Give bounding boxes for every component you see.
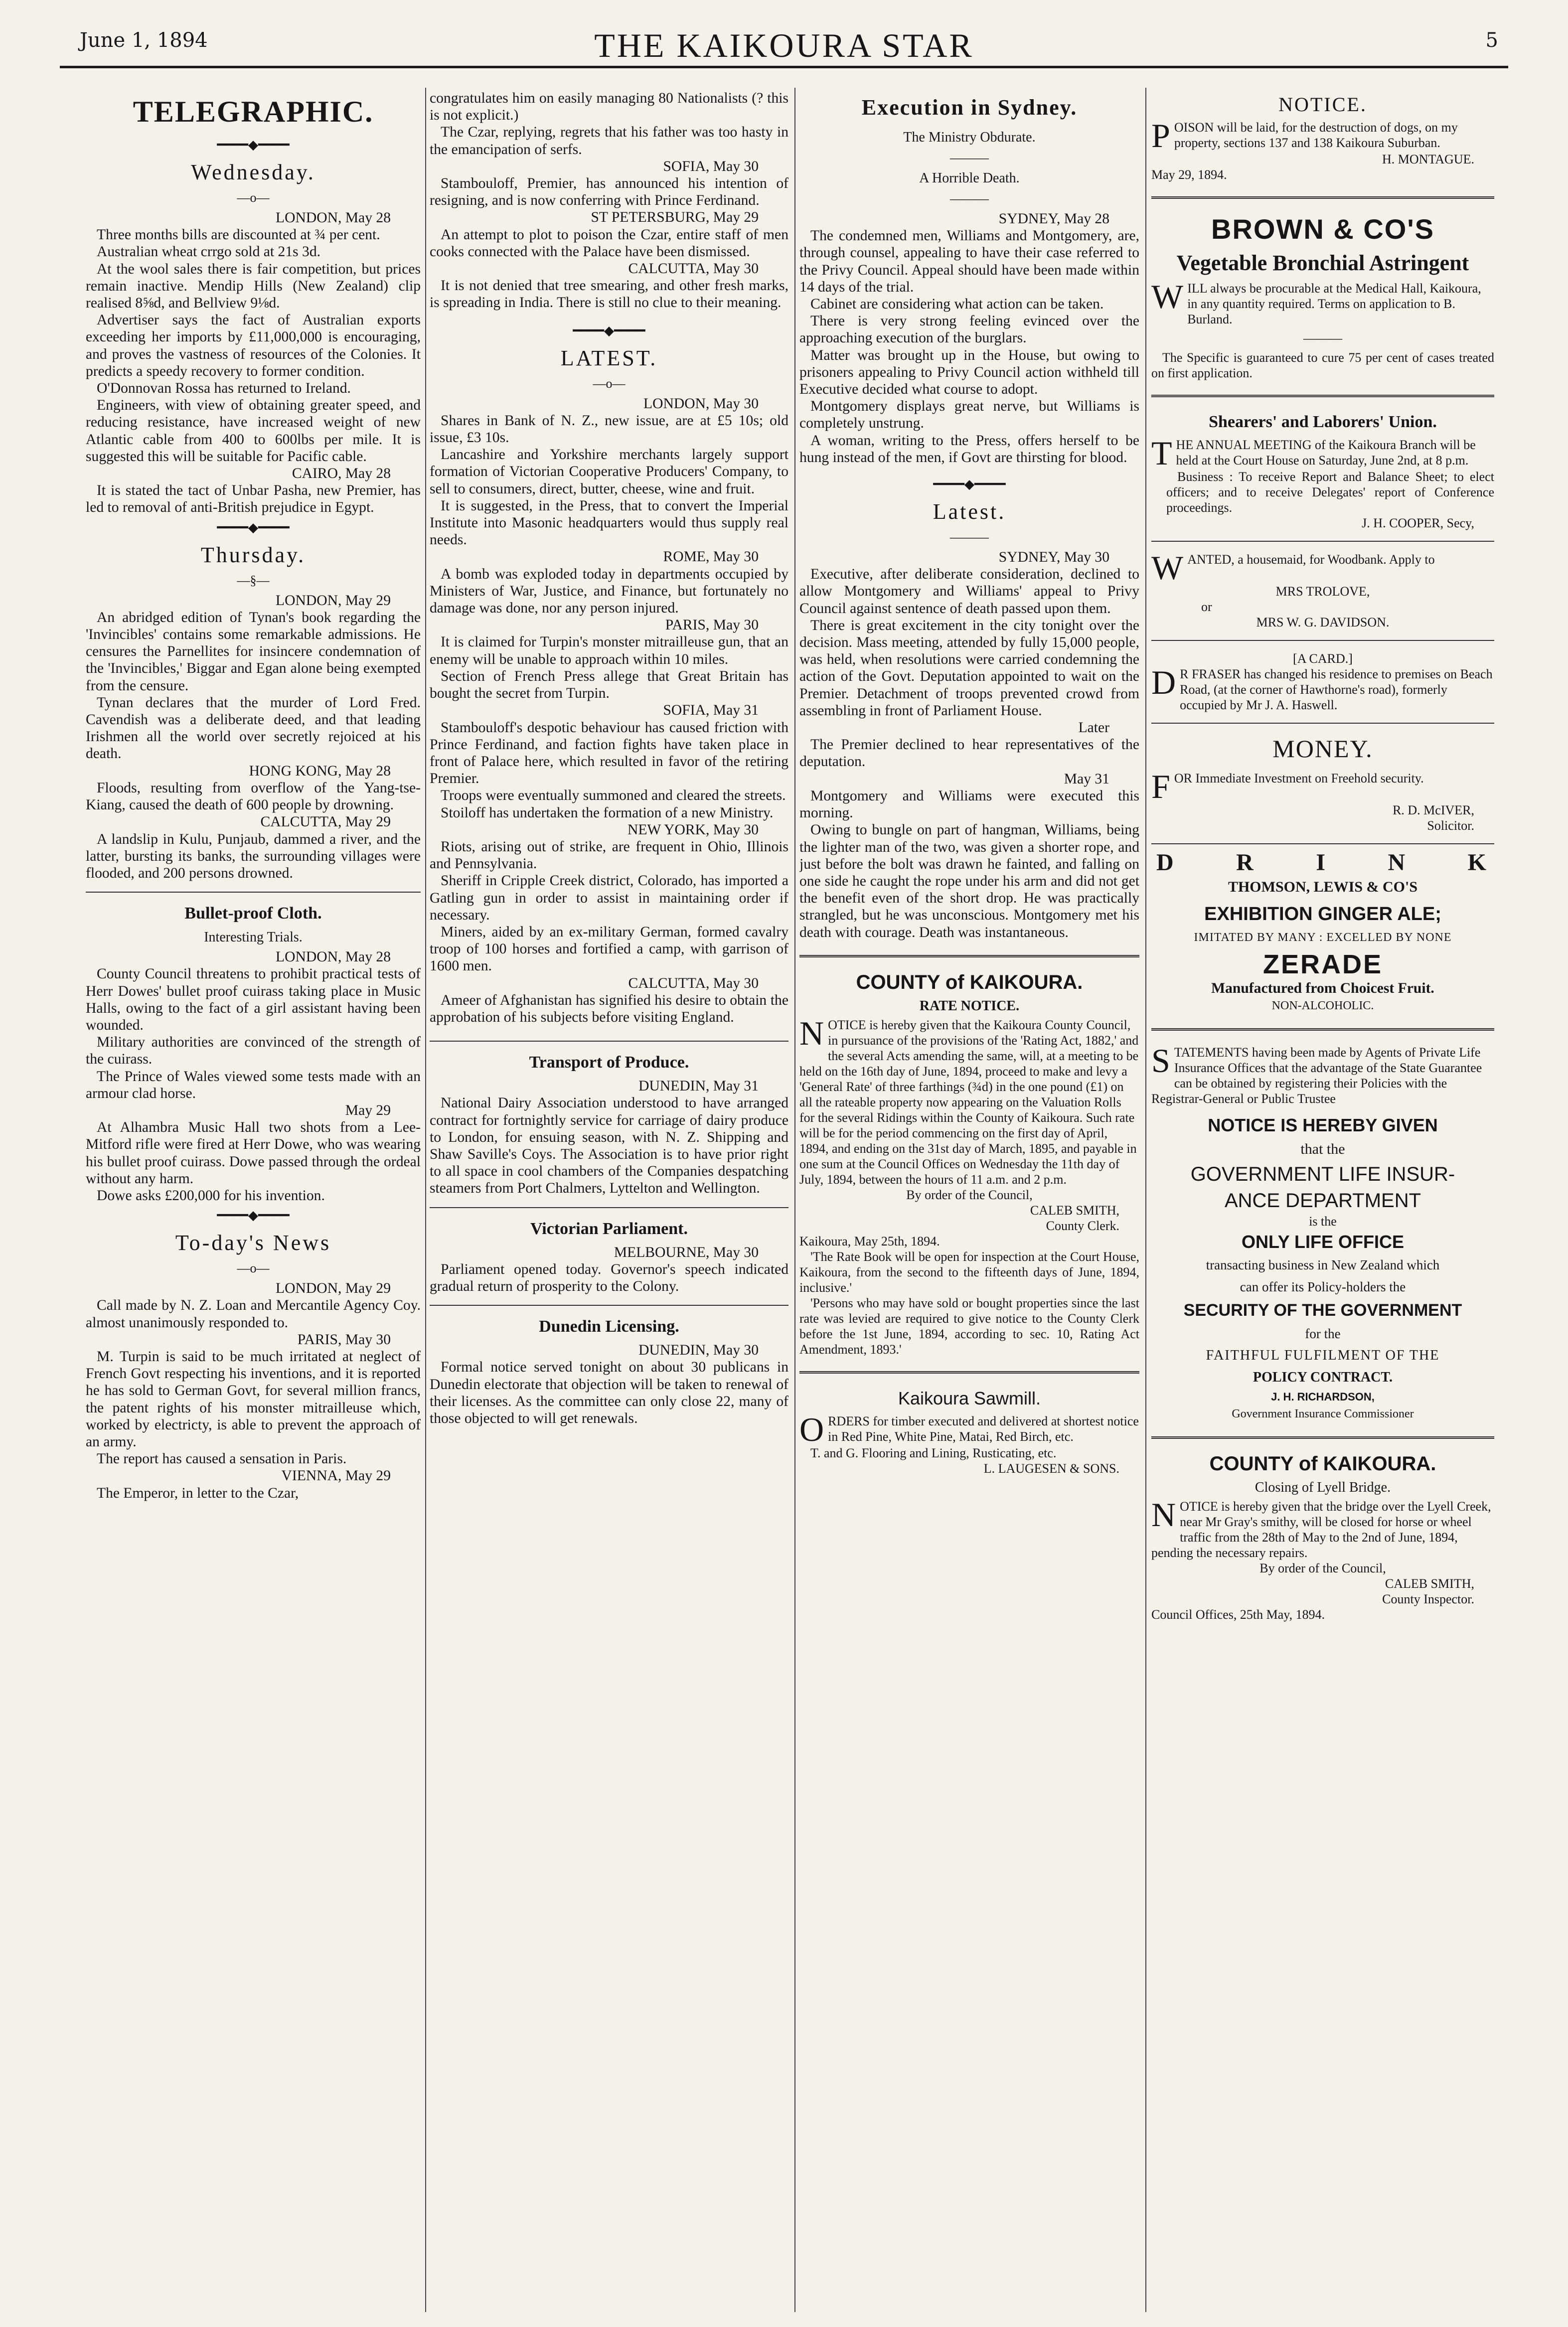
latest-heading: LATEST.: [560, 345, 658, 370]
dateline: LONDON, May 28: [276, 949, 391, 965]
ornament: ———: [950, 530, 989, 545]
article-para: Shares in Bank of N. Z., new issue, are at £5 10s; old issue, £3 10s.: [430, 412, 788, 446]
notice-para: Business : To receive Report and Balance Sheet; to elect officers; and to receive Delegates' report of Conference proceedings.: [1166, 469, 1494, 515]
article-para: The condemned men, Williams and Montgomery, are, through counsel, appealing to have their case referred to the Privy Council. Appeal should have been made within 14 days of the trial.: [799, 228, 1139, 295]
brown-subheading: Vegetable Bronchial Astringent: [1176, 251, 1469, 275]
county-heading: COUNTY of KAIKOURA.: [856, 971, 1083, 993]
notice-date: May 29, 1894.: [1151, 167, 1227, 182]
sawmill-body: [799, 1410, 1139, 1476]
bullet-proof-items: [86, 948, 421, 1204]
signatory: R. D. McIVER,: [1393, 803, 1474, 817]
issue-date: June 1, 1894: [80, 29, 208, 52]
sawmill-heading: Kaikoura Sawmill.: [898, 1388, 1041, 1408]
lyell-subheading: Closing of Lyell Bridge.: [1254, 1480, 1391, 1496]
drop-cap: S: [1151, 1041, 1170, 1080]
drop-cap: D: [1151, 663, 1176, 701]
drink-letter: K: [1467, 849, 1489, 876]
article-para: M. Turpin is said to be much irritated at neglect of French Govt respecting his inventions, and it is reported he has sold to German Govt, for several million francs, the patent rights of his monster mitrailleuse which, worked by electricty, is able to prevent the approach of an army.: [86, 1348, 421, 1450]
ornament: ━━━━◆━━━━: [217, 520, 290, 535]
article-para: Riots, arising out of strike, are frequent in Ohio, Illinois and Pennsylvania.: [430, 838, 788, 872]
article-para: County Council threatens to prohibit practical tests of Herr Dowes' bullet proof cuirass taking place in Music Halls, owing to the fact of a girl assistant having been wounded.: [86, 966, 421, 1033]
column-2: [430, 90, 788, 2303]
thursday-heading: Thursday.: [200, 542, 306, 567]
ornament: ———: [950, 191, 989, 206]
drink-maker: THOMSON, LEWIS & CO'S: [1228, 879, 1418, 896]
latest-items: [799, 549, 1139, 941]
notice-text: TATEMENTS having been made by Agents of Private Life Insurance Offices that the advantage of the State Guarantee can be obtained by registering their Policies with the Registrar-General or Public Trustee: [1151, 1045, 1482, 1106]
article-para: Troops were eventually summoned and cleared the streets.: [441, 787, 786, 804]
ornament: ———: [1303, 331, 1342, 345]
paper-title: THE KAIKOURA STAR: [594, 26, 974, 64]
divider: [1151, 196, 1494, 199]
drop-cap: T: [1151, 434, 1172, 472]
latest-heading: Latest.: [933, 499, 1006, 524]
drink-letter: D: [1156, 849, 1177, 876]
signatory: J. H. COOPER, Secy,: [1362, 516, 1474, 530]
notice-text: RDERS for timber executed and delivered at shortest notice in Red Pine, White Pine, Matai, Red Birch, etc.: [828, 1413, 1139, 1444]
article-para: It is not denied that tree smearing, and other fresh marks, is spreading in India. There is still no clue to their meaning.: [430, 278, 788, 311]
article-para: The Prince of Wales viewed some tests made with an armour clad horse.: [86, 1068, 421, 1101]
notice-text: OTICE is hereby given that the bridge over the Lyell Creek, near Mr Gray's smithy, will be closed for horse or wheel traffic from the 28th of May to the 2nd of June, 1894, pending the necessary repairs.: [1151, 1499, 1491, 1560]
column-divider: [794, 88, 795, 2312]
article-para: National Dairy Association understood to have arranged contract for fortnightly service for carriage of dairy produce to London, for ensuing season, with N. Z. Shipping and Shaw Saville's Coys. The Association is to have prior right to all space in cool chambers of the Companies despatching steamers from Port Chalmers, Lyttelton and Wellington.: [430, 1095, 788, 1197]
latest-items: [430, 395, 788, 1026]
brown-body: [1151, 278, 1494, 381]
dateline: LONDON, May 30: [643, 395, 759, 412]
divider: [1151, 723, 1494, 724]
dateline: PARIS, May 30: [297, 1331, 391, 1348]
lyell-notice: [1151, 1496, 1494, 1622]
article-para: Ameer of Afghanistan has signified his desire to obtain the approbation of his subjects before visiting England.: [430, 992, 788, 1025]
execution-heading: Execution in Sydney.: [861, 95, 1078, 120]
article-para: It is suggested, in the Press, that to convert the Imperial Institute into Masonic headquarters would thus supply real needs.: [430, 497, 788, 548]
govt-signatory: J. H. RICHARDSON,: [1271, 1391, 1375, 1403]
article-para: congratulates him on easily managing 80 Nationalists (? this is not explicit.): [430, 90, 788, 124]
drop-cap: O: [799, 1410, 824, 1448]
article-para: At Alhambra Music Hall two shots from a Lee-Mitford rifle were fired at Herr Dowe, who was wearing his bullet proof cuirass. Dowe passed through the ordeal without any harm.: [86, 1119, 421, 1187]
ornament: ━━━━◆━━━━: [217, 1208, 290, 1223]
or-line: or: [1201, 600, 1212, 614]
drop-cap: N: [799, 1014, 824, 1052]
notice-para: 'Persons who may have sold or bought properties since the last rate was levied are required to give notice to the County Clerk before the 1st June, 1894, according to sec. 10, Rating Act Amendment, 1893.': [799, 1295, 1139, 1357]
dateline: CALCUTTA, May 30: [628, 261, 759, 277]
zerade-desc: Manufactured from Choicest Fruit.: [1211, 980, 1434, 997]
article-para: There is very strong feeling evinced over the approaching execution of the burglars.: [799, 313, 1139, 346]
dunedin-heading: Dunedin Licensing.: [539, 1317, 679, 1336]
thursday-items: [86, 592, 421, 882]
shearers-heading: Shearers' and Laborers' Union.: [1209, 413, 1437, 431]
article-para: Floods, resulting from overflow of the Yang-tse-Kiang, caused the death of 600 people by drowning.: [86, 779, 421, 813]
article-para: It is stated the tact of Unbar Pasha, new Premier, has led to removal of anti-British prejudice in Egypt.: [86, 482, 421, 516]
divider: [1151, 1028, 1494, 1031]
article-para: Dowe asks £200,000 for his invention.: [97, 1187, 325, 1204]
drop-cap: N: [1151, 1496, 1176, 1534]
article-para: Lancashire and Yorkshire merchants largely support formation of Victorian Cooperative Producers' Company, to sell to consumers, direct, butter, cheese, wine and fruit.: [430, 447, 788, 497]
article-para: Montgomery and Williams were executed this morning.: [799, 787, 1139, 821]
dateline: May 29: [345, 1102, 391, 1118]
dateline: May 31: [1064, 771, 1109, 787]
drink-letter: N: [1388, 849, 1409, 876]
notice-heading: NOTICE.: [1278, 93, 1367, 116]
govt-line: transacting business in New Zealand which: [1206, 1257, 1440, 1273]
dateline: LONDON, May 28: [276, 210, 391, 226]
divider: [1151, 640, 1494, 641]
column-divider: [1145, 88, 1146, 2312]
dateline: CAIRO, May 28: [292, 465, 391, 482]
article-para: Call made by N. Z. Loan and Mercantile Agency Coy. almost unanimously responded to.: [86, 1297, 421, 1331]
dateline: NEW YORK, May 30: [627, 821, 759, 838]
ornament: ━━━━◆━━━━: [933, 477, 1006, 492]
zerade-note: NON-ALCOHOLIC.: [1271, 999, 1374, 1012]
contact-name: MRS W. G. DAVIDSON.: [1256, 615, 1390, 629]
article-para: Stoiloff has undertaken the formation of a new Ministry.: [441, 804, 774, 821]
article-para: Matter was brought up in the House, but owing to prisoners appealing to Privy Council action withheld till Executive decided what course to adopt.: [799, 347, 1139, 398]
drink-letter: R: [1236, 849, 1256, 876]
dateline: DUNEDIN, May 31: [638, 1078, 759, 1094]
article-para: A woman, writing to the Press, offers herself to be hung instead of the men, if Govt are thirsting for blood.: [799, 432, 1139, 465]
govt-line: GOVERNMENT LIFE INSUR-: [1190, 1163, 1455, 1185]
notice-text: HE ANNUAL MEETING of the Kaikoura Branch will be held at the Court House on Saturday, June 2nd, at 8 p.m.: [1176, 438, 1476, 467]
ornament: —§—: [237, 573, 270, 588]
order-line: By order of the Council,: [1259, 1561, 1386, 1576]
article-para: Three months bills are discounted at ¾ per cent.: [97, 227, 380, 243]
article-para: Cabinet are considering what action can be taken.: [810, 296, 1104, 312]
divider: [1151, 395, 1494, 397]
drink-product: EXHIBITION GINGER ALE;: [1204, 904, 1441, 925]
zerade-heading: ZERADE: [1262, 949, 1383, 980]
divider: [86, 892, 421, 893]
article-para: Section of French Press allege that Great Britain has bought the secret from Turpin.: [430, 668, 788, 702]
divider: [1151, 1436, 1494, 1439]
drop-cap: W: [1151, 278, 1184, 315]
dateline: HONG KONG, May 28: [249, 763, 391, 779]
govt-line: for the: [1305, 1326, 1341, 1342]
notice-para: T. and G. Flooring and Lining, Rusticating, etc.: [810, 1445, 1057, 1460]
notice-text: OISON will be laid, for the destruction of dogs, on my property, sections 137 and 138 Kaikoura Suburban.: [1174, 120, 1458, 150]
signatory-role: Solicitor.: [1427, 818, 1474, 833]
divider: [799, 1371, 1139, 1374]
todays-news-heading: To-day's News: [175, 1231, 331, 1255]
card-label: [A CARD.]: [1293, 651, 1353, 666]
article-para: The Czar, replying, regrets that his father was too hasty in the emancipation of serfs.: [430, 124, 788, 157]
dateline: LONDON, May 29: [276, 592, 391, 609]
card-ad: [1151, 651, 1494, 713]
govt-line: ONLY LIFE OFFICE: [1241, 1232, 1405, 1252]
notice-text: ANTED, a housemaid, for Woodbank. Apply to: [1187, 552, 1435, 567]
victorian-heading: Victorian Parliament.: [530, 1219, 688, 1238]
contact-name: MRS TROLOVE,: [1275, 584, 1370, 599]
notice-date: Kaikoura, May 25th, 1894.: [799, 1234, 940, 1248]
ornament: —o—: [237, 190, 270, 205]
dateline: ROME, May 30: [663, 549, 759, 565]
column-3: [799, 90, 1139, 2303]
article-para: It is claimed for Turpin's monster mitrailleuse gun, that an enemy will be unable to approach within 10 miles.: [430, 634, 788, 667]
govt-line: ANCE DEPARTMENT: [1224, 1189, 1421, 1212]
article-para: There is great excitement in the city tonight over the decision. Mass meeting, attended by fully 15,000 people, was held, when resolutions were carried condemning the action of the Govt. Deputation appointed to wait on the Premier. Detachment of troops prevented crowd from assembling in front of Parliament House.: [799, 617, 1139, 719]
dateline: SOFIA, May 30: [663, 158, 759, 174]
article-para: Montgomery displays great nerve, but Williams is completely unstrung.: [799, 398, 1139, 432]
execution-items: [799, 210, 1139, 466]
ornament: ———: [950, 151, 989, 165]
article-para: The report has caused a sensation in Paris.: [97, 1451, 347, 1467]
notice-para: 'The Rate Book will be open for inspection at the Court House, Kaikoura, from the second to the fifteenth days of June, 1894, inclusive.': [799, 1249, 1139, 1295]
article-para: Sheriff in Cripple Creek district, Colorado, has imported a Gatling gun in order to assist in maintaining order if necessary.: [430, 873, 788, 923]
execution-subheading: The Ministry Obdurate.: [903, 130, 1036, 145]
dateline: PARIS, May 30: [665, 617, 759, 633]
article-para: Miners, aided by an ex-military German, formed cavalry troop of 100 horses and fortified a camp, with garrison of 1600 men.: [430, 924, 788, 974]
notice-text: OR Immediate Investment on Freehold security.: [1174, 771, 1424, 785]
rate-notice-heading: RATE NOTICE.: [919, 998, 1020, 1014]
dateline: CALCUTTA, May 29: [260, 814, 391, 830]
govt-line: NOTICE IS HEREBY GIVEN: [1208, 1114, 1438, 1135]
column-divider: [425, 88, 426, 2312]
ornament: —o—: [593, 376, 626, 391]
article-para: An attempt to plot to poison the Czar, entire staff of men cooks connected with the Palace have been dismissed.: [430, 226, 788, 260]
signatory: CALEB SMITH,: [1385, 1576, 1474, 1591]
dateline: CALCUTTA, May 30: [628, 975, 759, 991]
signatory-role: County Clerk.: [1046, 1218, 1119, 1233]
govt-line: that the: [1300, 1140, 1345, 1157]
lyell-heading: COUNTY of KAIKOURA.: [1209, 1453, 1436, 1475]
drop-cap: P: [1151, 117, 1170, 155]
signatory: L. LAUGESEN & SONS.: [983, 1461, 1119, 1476]
divider: [1151, 843, 1494, 844]
article-para: Advertiser says the fact of Australian exports exceeding her imports by £11,000,000 is encouraging, and proves the vastness of resources of the Colonies. It predicts a speedy recovery to former condition.: [86, 312, 421, 379]
govt-line: SECURITY OF THE GOVERNMENT: [1183, 1301, 1462, 1320]
telegraphic-heading: TELEGRAPHIC.: [133, 95, 374, 128]
bullet-proof-subheading: Interesting Trials.: [204, 930, 303, 945]
dateline: VIENNA, May 29: [281, 1468, 391, 1484]
dateline: DUNEDIN, May 30: [638, 1342, 759, 1359]
dateline: SYDNEY, May 30: [998, 549, 1109, 566]
dateline: ST PETERSBURG, May 29: [591, 209, 759, 226]
money-heading: MONEY.: [1272, 735, 1373, 763]
notice-para: The Specific is guaranteed to cure 75 per cent of cases treated on first application.: [1151, 350, 1494, 380]
drink-letters: [1151, 849, 1494, 876]
execution-subheading-2: A Horrible Death.: [919, 170, 1020, 186]
divider: [1151, 541, 1494, 542]
dateline: SYDNEY, May 28: [998, 211, 1109, 227]
rate-notice-body: [799, 1014, 1139, 1357]
shearers-body: [1151, 434, 1494, 531]
divider: [430, 1305, 788, 1306]
article-para: Tynan declares that the murder of Lord Fred. Cavendish was a deliberate deed, and that leading Irishmen all the world over secretly rejoiced at his death.: [86, 694, 421, 762]
signatory: CALEB SMITH,: [1030, 1203, 1119, 1218]
drink-letter: I: [1316, 849, 1328, 876]
money-ad: [1151, 768, 1494, 833]
signatory: H. MONTAGUE.: [1382, 152, 1474, 166]
notice-text: ILL always be procurable at the Medical Hall, Kaikoura, in any quantity required. Terms on application to B. Burland.: [1187, 281, 1481, 326]
dateline: SOFIA, May 31: [663, 702, 759, 719]
notice-text: R FRASER has changed his residence to premises on Beach Road, (at the corner of Hawthorne's road), formerly occupied by Mr J. A. Haswell.: [1180, 667, 1493, 712]
article-para: Engineers, with view of obtaining greater speed, and reducing resistance, have increased weight of new Atlantic cable from 400 to 600lbs per mile. It is suggested this will be suitable for Pacific cable.: [86, 397, 421, 465]
drop-cap: F: [1151, 768, 1170, 805]
dateline: MELBOURNE, May 30: [614, 1244, 759, 1260]
article-para: At the wool sales there is fair competition, but prices remain inactive. Mendip Hills (New Zealand) clip realised 8⅝d, and Bellview 9⅛d.: [86, 261, 421, 311]
column-4: [1151, 90, 1494, 2303]
article-para: Stambouloff's despotic behaviour has caused friction with Prince Ferdinand, and faction fights have taken place in front of Palace here, which resulted in favor of the retiring Premier.: [430, 719, 788, 787]
article-para: Executive, after deliberate consideration, declined to allow Montgomery and Williams' appeal to Privy Council against sentence of death passed upon them.: [799, 566, 1139, 617]
brown-heading: BROWN & CO'S: [1211, 213, 1434, 245]
poison-notice: [1151, 117, 1494, 182]
drop-cap: W: [1151, 549, 1184, 587]
article-para: Australian wheat crrgo sold at 21s 3d.: [97, 244, 321, 260]
notice-date: Council Offices, 25th May, 1894.: [1151, 1607, 1325, 1622]
transport-heading: Transport of Produce.: [529, 1053, 689, 1072]
article-para: A landslip in Kulu, Punjaub, dammed a river, and the latter, bursting its banks, the surrounding villages were flooded, and 200 persons drowned.: [86, 831, 421, 881]
wednesday-heading: Wednesday.: [191, 160, 315, 184]
dateline: LONDON, May 29: [276, 1280, 391, 1297]
govt-insurance-ad: [1151, 1041, 1494, 1106]
drink-slogan: IMITATED BY MANY : EXCELLED BY NONE: [1194, 931, 1452, 944]
dateline: Later: [1078, 720, 1109, 736]
article-para: Owing to bungle on part of hangman, Williams, being the lighter man of the two, was given a shorter rope, and just before the bolt was drawn he fainted, and falling on one side he caught the rope under his arm and did not get the benefit even of the short drop. He was practically strangled, but he was unconscious. Montgomery met his death with courage. Death was instantaneous.: [799, 822, 1139, 940]
wednesday-items: [86, 209, 421, 516]
masthead: [60, 26, 1508, 68]
ornament: ━━━━◆━━━━: [217, 138, 290, 152]
ornament: ━━━━◆━━━━: [573, 323, 645, 338]
page-number: 5: [1485, 29, 1498, 52]
govt-line: can offer its Policy-holders the: [1240, 1279, 1406, 1295]
column-1: [86, 90, 421, 2303]
notice-text: OTICE is hereby given that the Kaikoura County Council, in pursuance of the provisions of the 'Rating Act, 1882,' and the several Acts amending the same, will, at a meeting to be held on the 16th day of June, 1894, proceed to make and levy a 'General Rate' of three farthings (¾d) in the one pound (£1) on all the rateable property now appearing on the Valuation Rolls for the several Ridings within the County of Kaikoura. Such rate will be for the period commencing on the first day of April, 1894, and ending on the 31st day of March, 1895, and payable in one sum at the Council Offices on Wednesday the 11th day of July, 1894, between the hours of 11 a.m. and 2 p.m.: [799, 1017, 1139, 1187]
govt-line: FAITHFUL FULFILMENT OF THE: [1206, 1348, 1440, 1364]
wanted-ad: [1151, 549, 1494, 630]
article-para: The Emperor, in letter to the Czar,: [97, 1485, 299, 1501]
order-line: By order of the Council,: [906, 1187, 1033, 1202]
divider: [430, 1207, 788, 1208]
bullet-proof-heading: Bullet-proof Cloth.: [184, 904, 322, 923]
todays-news-items: [86, 1280, 421, 1502]
article-para: A bomb was exploded today in departments occupied by Ministers of War, Justice, and Finance, but fortunately no damage was done, nor any person injured.: [430, 566, 788, 617]
article-para: Military authorities are convinced of the strength of the cuirass.: [86, 1034, 421, 1068]
signatory-role: County Inspector.: [1382, 1592, 1474, 1607]
article-para: O'Donnovan Rossa has returned to Ireland.: [97, 380, 351, 397]
article-para: Stambouloff, Premier, has announced his intention of resigning, and is now conferring with Prince Ferdinand.: [430, 175, 788, 209]
article-para: An abridged edition of Tynan's book regarding the 'Invincibles' contains some remarkable admissions. He censures the Parnellites for insincere condemnation of the 'Invincibles,' Biggar and Egan alone being exempted from the censure.: [86, 609, 421, 694]
govt-line: is the: [1309, 1214, 1337, 1229]
article-para: Formal notice served tonight on about 30 publicans in Dunedin electorate that objection will be taken to renewal of their licenses. As the committee can only close 22, many of those objected to will get renewals.: [430, 1359, 788, 1426]
article-para: The Premier declined to hear representatives of the deputation.: [799, 737, 1139, 770]
ornament: —o—: [237, 1261, 270, 1276]
divider: [430, 1041, 788, 1042]
govt-line: POLICY CONTRACT.: [1253, 1370, 1393, 1386]
divider: [799, 955, 1139, 957]
article-para: Parliament opened today. Governor's speech indicated gradual return of prosperity to the Colony.: [430, 1261, 788, 1294]
govt-signatory-role: Government Insurance Commissioner: [1232, 1407, 1414, 1421]
